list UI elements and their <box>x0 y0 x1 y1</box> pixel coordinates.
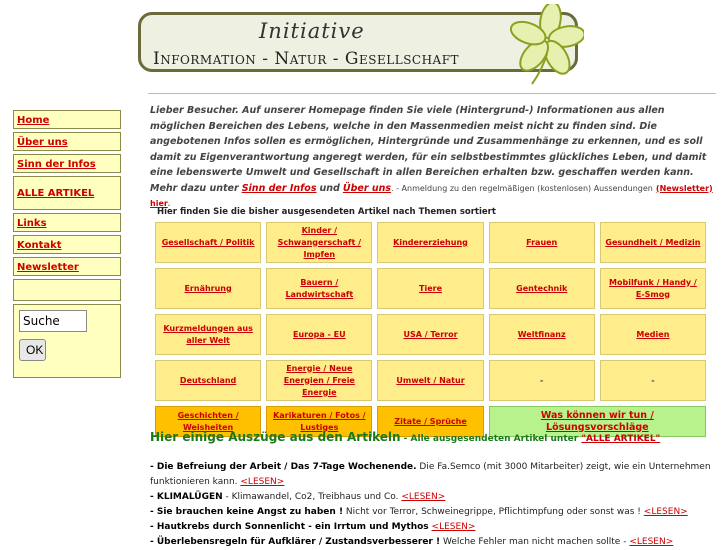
topic-grid <box>155 222 711 442</box>
section-title: Hier einige Auszüge aus den Artikeln <box>150 430 401 444</box>
topic-cell[interactable]: Mobilfunk / Handy / E-Smog <box>600 268 706 309</box>
list-item <box>150 490 716 505</box>
intro-text <box>150 103 716 212</box>
excerpt-title: - KLIMALÜGEN <box>150 492 223 502</box>
topic-cell[interactable]: Gentechnik <box>489 268 595 309</box>
logo-subtitle: Information - Natur - Gesellschaft <box>153 49 460 69</box>
topic-cell-empty: - <box>489 360 595 401</box>
topic-cell[interactable]: Kindererziehung <box>377 222 483 263</box>
intro-paragraph: Lieber Besucher. Auf unserer Homepage finden Sie viele (Hintergrund-) Informationen aus allen möglichen Bereichen des Lebens, welche in den Massenmedien meist nicht zu finden sind. Die angebotenen Infos sollen es ermöglichen, Hintergründe und Zusammenhänge zu erkennen, und es soll damit zu Eigenverantwortung angeregt werden, für ein selbstbestimmtes glückliches Leben, und damit eine lebenswerte Umwelt und Gesellschaft in allen Bereichen erhalten bzw. geschaffen werden kann. <box>150 105 707 178</box>
topic-cell[interactable]: Bauern / Landwirtschaft <box>266 268 372 309</box>
excerpt-text: Die Fa.Semco (mit 3000 Mitarbeiter) zeigt, wie ein Unternehmen funktionieren kann. <box>150 462 711 487</box>
header-divider <box>148 93 716 94</box>
intro-more-prefix: Mehr dazu unter <box>150 182 239 194</box>
list-item <box>150 505 716 520</box>
sidebar-item-newsletter[interactable]: Newsletter <box>13 257 121 276</box>
grid-row <box>155 222 711 263</box>
topic-cell[interactable]: Kinder / Schwangerschaft / Impfen <box>266 222 372 263</box>
excerpt-title: - Überlebensregeln für Aufklärer / Zustandsverbesserer ! <box>150 537 441 547</box>
read-more-link[interactable]: <LESEN> <box>643 507 688 517</box>
sidebar-item-ueber-uns[interactable]: Über uns <box>13 132 121 151</box>
grid-title: Hier finden Sie die bisher ausgesendeten Artikel nach Themen sortiert <box>157 207 496 217</box>
excerpt-text: Nicht vor Terror, Schweinegrippe, Pflichtimpfung oder sonst was ! <box>343 507 641 517</box>
clover-flower-icon <box>510 4 584 86</box>
search-input[interactable] <box>19 310 87 332</box>
logo-title: Initiative <box>259 19 365 43</box>
topic-cell[interactable]: Umwelt / Natur <box>377 360 483 401</box>
topic-cell-empty: - <box>600 360 706 401</box>
section-sub <box>401 434 661 444</box>
intro-end: . <box>167 198 171 209</box>
excerpt-title: - Sie brauchen keine Angst zu haben ! <box>150 507 344 517</box>
excerpts-list <box>150 460 716 550</box>
topic-cell[interactable]: Medien <box>600 314 706 355</box>
solutions-cell[interactable]: Was können wir tun / Lösungsvorschläge <box>489 406 706 437</box>
grid-row <box>155 268 711 309</box>
search-box <box>13 304 121 378</box>
topic-cell[interactable]: Europa - EU <box>266 314 372 355</box>
grid-row <box>155 360 711 401</box>
sidebar-nav <box>13 110 121 378</box>
excerpt-text: - Klimawandel, Co2, Treibhaus und Co. <box>222 492 399 502</box>
sidebar-item-links[interactable]: Links <box>13 213 121 232</box>
link-alle-artikel[interactable]: "ALLE ARTIKEL" <box>581 434 661 444</box>
section-sub-prefix: - Alle ausgesendeten Artikel unter <box>400 434 579 444</box>
read-more-link[interactable]: <LESEN> <box>401 492 446 502</box>
read-more-link[interactable]: <LESEN> <box>431 522 476 532</box>
intro-small-text: . - Anmeldung zu den regelmäßigen (kostenlosen) Aussendungen <box>391 183 653 193</box>
sidebar-item-home[interactable]: Home <box>13 110 121 129</box>
list-item <box>150 460 716 490</box>
sidebar-item-kontakt[interactable]: Kontakt <box>13 235 121 254</box>
topic-cell[interactable]: Karikaturen / Fotos / Lustiges <box>266 406 372 437</box>
list-item <box>150 520 716 535</box>
list-item <box>150 535 716 550</box>
excerpt-text: Welche Fehler man nicht machen sollte - <box>440 537 627 547</box>
site-header <box>138 12 580 74</box>
topic-cell[interactable]: Geschichten / Weisheiten <box>155 406 261 437</box>
link-newsletter[interactable]: (Newsletter) hier <box>150 183 713 208</box>
topic-cell[interactable]: Gesellschaft / Politik <box>155 222 261 263</box>
topic-cell[interactable]: Deutschland <box>155 360 261 401</box>
read-more-link[interactable]: <LESEN> <box>240 477 285 487</box>
topic-cell[interactable]: Zitate / Sprüche <box>377 406 483 437</box>
topic-cell[interactable]: Kurzmeldungen aus aller Welt <box>155 314 261 355</box>
sidebar-item-sinn-der-infos[interactable]: Sinn der Infos <box>13 154 121 173</box>
grid-row <box>155 314 711 355</box>
sidebar-item-alle-artikel[interactable]: ALLE ARTIKEL <box>13 176 121 210</box>
link-ueber-uns[interactable]: Über uns <box>342 182 392 194</box>
topic-cell[interactable]: Weltfinanz <box>489 314 595 355</box>
excerpt-title: - Die Befreiung der Arbeit / Das 7-Tage Wochenende. <box>150 462 417 472</box>
excerpt-title: - Hautkrebs durch Sonnenlicht - ein Irrtum und Mythos <box>150 522 429 532</box>
topic-cell[interactable]: Energie / Neue Energien / Freie Energie <box>266 360 372 401</box>
topic-cell[interactable]: Frauen <box>489 222 595 263</box>
topic-cell[interactable]: Tiere <box>377 268 483 309</box>
topic-cell[interactable]: Gesundheit / Medizin <box>600 222 706 263</box>
sidebar-spacer <box>13 279 121 301</box>
read-more-link[interactable]: <LESEN> <box>629 537 674 547</box>
topic-cell[interactable]: USA / Terror <box>377 314 483 355</box>
excerpts-heading <box>150 430 660 444</box>
link-sinn-der-infos[interactable]: Sinn der Infos <box>241 182 317 194</box>
intro-and: und <box>319 182 340 194</box>
topic-cell[interactable]: Ernährung <box>155 268 261 309</box>
search-ok-button[interactable]: OK <box>19 339 46 361</box>
